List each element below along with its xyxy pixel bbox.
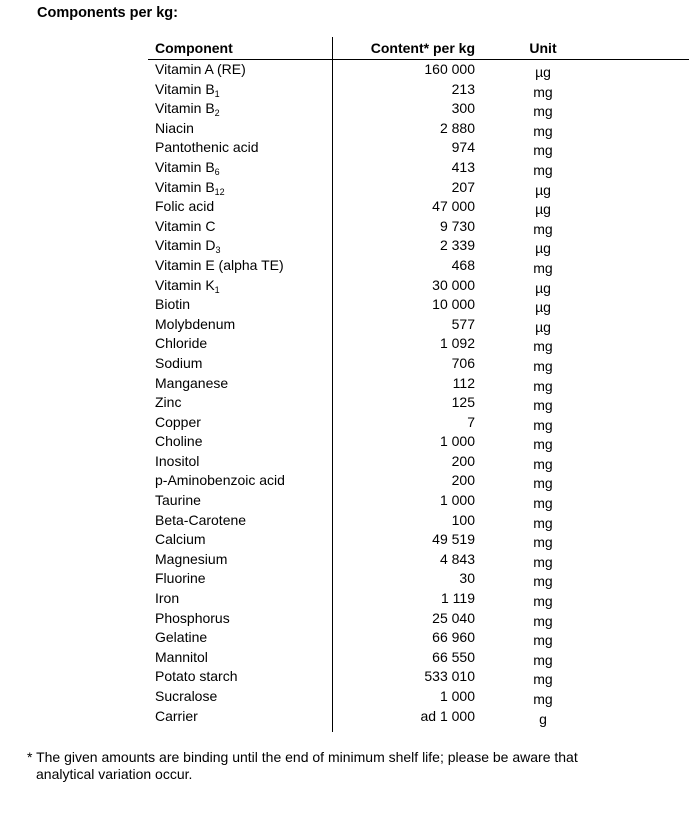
footnote	[27, 749, 667, 783]
table-row	[148, 589, 689, 609]
component-name: Vitamin $B_6$	[155, 158, 220, 177]
component-name: Iron	[155, 590, 180, 607]
component-name: Vitamin $B_{12}$	[155, 178, 225, 197]
component-unit: mg	[533, 632, 553, 649]
component-name: Folic acid	[155, 198, 215, 215]
component-content: 30	[459, 570, 475, 587]
component-content: 125	[451, 394, 475, 411]
table-row	[148, 236, 689, 256]
table-row	[148, 138, 689, 158]
header-component: Component	[155, 40, 233, 56]
component-name: Vitamin $B_1$	[155, 80, 220, 99]
component-name: Taurine	[155, 492, 201, 509]
component-content: 66 960	[432, 629, 475, 646]
table-row	[148, 334, 689, 354]
component-content: 1 092	[439, 335, 475, 352]
component-unit: µg	[535, 279, 551, 296]
table-row	[148, 511, 689, 531]
component-unit: mg	[533, 436, 553, 453]
component-name: Niacin	[155, 119, 194, 136]
component-unit: g	[539, 710, 547, 727]
component-name: Fluorine	[155, 570, 206, 587]
page-title: Components per kg:	[37, 5, 178, 21]
component-unit: mg	[533, 357, 553, 374]
component-unit: mg	[533, 475, 553, 492]
component-name: Beta-Carotene	[155, 511, 247, 528]
component-content: 300	[451, 100, 475, 117]
component-name: Zinc	[155, 394, 182, 411]
component-unit: mg	[533, 142, 553, 159]
component-name: Pantothenic acid	[155, 139, 259, 156]
component-content: 4 843	[439, 550, 475, 567]
component-unit: mg	[533, 671, 553, 688]
component-content: 9 730	[439, 217, 475, 234]
header-content: Content* per kg	[370, 40, 475, 56]
component-unit: µg	[535, 201, 551, 218]
component-name: Potato starch	[155, 668, 238, 685]
component-name: Magnesium	[155, 550, 228, 567]
component-name: Sucralose	[155, 688, 218, 704]
table-row	[148, 256, 689, 276]
table-row	[148, 354, 689, 374]
component-unit: mg	[533, 495, 553, 512]
component-content: 413	[451, 158, 475, 175]
component-unit: mg	[533, 103, 553, 120]
table-row	[148, 295, 689, 315]
component-content: 10 000	[432, 296, 475, 313]
component-name: Vitamin $K_1$	[155, 276, 220, 295]
component-content: 49 519	[432, 531, 475, 548]
component-unit: µg	[535, 240, 551, 257]
component-unit: µg	[535, 318, 551, 335]
component-content: 1 000	[439, 433, 475, 450]
table-row	[148, 530, 689, 550]
table-row	[148, 667, 689, 687]
table-row	[148, 178, 689, 198]
component-name: Phosphorus	[155, 609, 230, 626]
component-name: Sodium	[155, 354, 203, 371]
component-subscript: 1	[214, 284, 220, 295]
table-row	[148, 197, 689, 217]
component-content: 468	[451, 256, 475, 273]
table-row	[148, 550, 689, 570]
component-unit: µg	[535, 181, 551, 198]
component-subscript: 12	[214, 186, 225, 197]
table-row	[148, 609, 689, 629]
component-name: Inositol	[155, 452, 200, 469]
component-content: 100	[451, 511, 475, 528]
component-unit: mg	[533, 220, 553, 237]
table-row	[148, 315, 689, 335]
component-unit: mg	[533, 573, 553, 590]
component-name: Gelatine	[155, 629, 208, 646]
component-content: 974	[451, 139, 475, 156]
component-content: 1 000	[439, 688, 475, 704]
component-name: Vitamin $D_3$	[155, 237, 221, 256]
footnote-line-2: analytical variation occur.	[36, 766, 193, 782]
component-name: p-Aminobenzoic acid	[155, 472, 285, 489]
component-subscript: 1	[214, 88, 220, 99]
component-subscript: 6	[214, 166, 220, 177]
header-unit: Unit	[529, 40, 557, 56]
component-content: 200	[451, 472, 475, 489]
component-unit: mg	[533, 612, 553, 629]
table-row	[148, 432, 689, 452]
table-row	[148, 413, 689, 433]
component-content: 7	[467, 413, 475, 430]
component-content: 1 000	[439, 492, 475, 509]
component-content: 160 000	[424, 61, 475, 77]
component-content: 706	[451, 354, 475, 371]
table-row	[148, 491, 689, 511]
component-content: 213	[451, 80, 475, 97]
component-unit: mg	[533, 691, 553, 707]
table-row	[148, 119, 689, 139]
component-content: 533 010	[424, 668, 475, 685]
component-name: Manganese	[155, 374, 229, 391]
component-content: 577	[451, 315, 475, 332]
table-body	[148, 60, 689, 726]
table-row	[148, 569, 689, 589]
table-row	[148, 80, 689, 100]
component-subscript: 2	[214, 108, 220, 119]
component-unit: mg	[533, 338, 553, 355]
component-content: 112	[452, 374, 475, 391]
component-unit: mg	[533, 83, 553, 100]
component-name: Choline	[155, 433, 203, 450]
component-unit: mg	[533, 553, 553, 570]
table-row	[148, 60, 689, 80]
component-unit: µg	[535, 299, 551, 316]
component-name: Carrier	[155, 707, 198, 724]
component-unit: mg	[533, 514, 553, 531]
component-name: Copper	[155, 413, 201, 430]
component-content: 2 339	[439, 237, 475, 254]
table-row	[148, 648, 689, 668]
component-unit: mg	[533, 161, 553, 178]
component-content: 25 040	[432, 609, 475, 626]
component-unit: mg	[533, 651, 553, 668]
table-row	[148, 707, 689, 727]
component-content: 66 550	[432, 648, 475, 665]
table-row	[148, 393, 689, 413]
table-header-row	[148, 37, 689, 60]
component-name: Chloride	[155, 335, 208, 352]
component-name: Mannitol	[155, 648, 208, 665]
component-unit: mg	[533, 397, 553, 414]
component-name: Molybdenum	[155, 315, 236, 332]
component-content: 200	[451, 452, 475, 469]
component-unit: mg	[533, 416, 553, 433]
footnote-line-1: * The given amounts are binding until the end of minimum shelf life; please be aware that	[27, 749, 578, 765]
table-row	[148, 99, 689, 119]
component-name: Vitamin A (RE)	[155, 61, 246, 77]
component-subscript: 3	[215, 245, 221, 256]
component-content: 207	[451, 178, 475, 195]
component-content: 1 119	[441, 590, 475, 607]
component-unit: mg	[533, 377, 553, 394]
table-row	[148, 158, 689, 178]
table-row	[148, 217, 689, 237]
component-content: 30 000	[432, 276, 475, 293]
table-row	[148, 452, 689, 472]
components-table	[148, 37, 689, 726]
component-content: 2 880	[439, 119, 475, 136]
table-row	[148, 276, 689, 296]
component-content: ad 1 000	[420, 707, 475, 724]
component-name: Biotin	[155, 296, 191, 313]
component-unit: mg	[533, 122, 553, 139]
table-row	[148, 687, 689, 707]
component-unit: mg	[533, 534, 553, 551]
table-row	[148, 628, 689, 648]
component-content: 47 000	[432, 198, 475, 215]
table-row	[148, 374, 689, 394]
component-unit: µg	[535, 64, 551, 80]
component-unit: mg	[533, 455, 553, 472]
table-row	[148, 471, 689, 491]
component-name: Calcium	[155, 531, 206, 548]
component-name: Vitamin C	[155, 217, 216, 234]
component-name: Vitamin E (alpha TE)	[155, 256, 284, 273]
component-name: Vitamin $B_2$	[155, 100, 220, 119]
component-unit: mg	[533, 593, 553, 610]
component-unit: mg	[533, 259, 553, 276]
